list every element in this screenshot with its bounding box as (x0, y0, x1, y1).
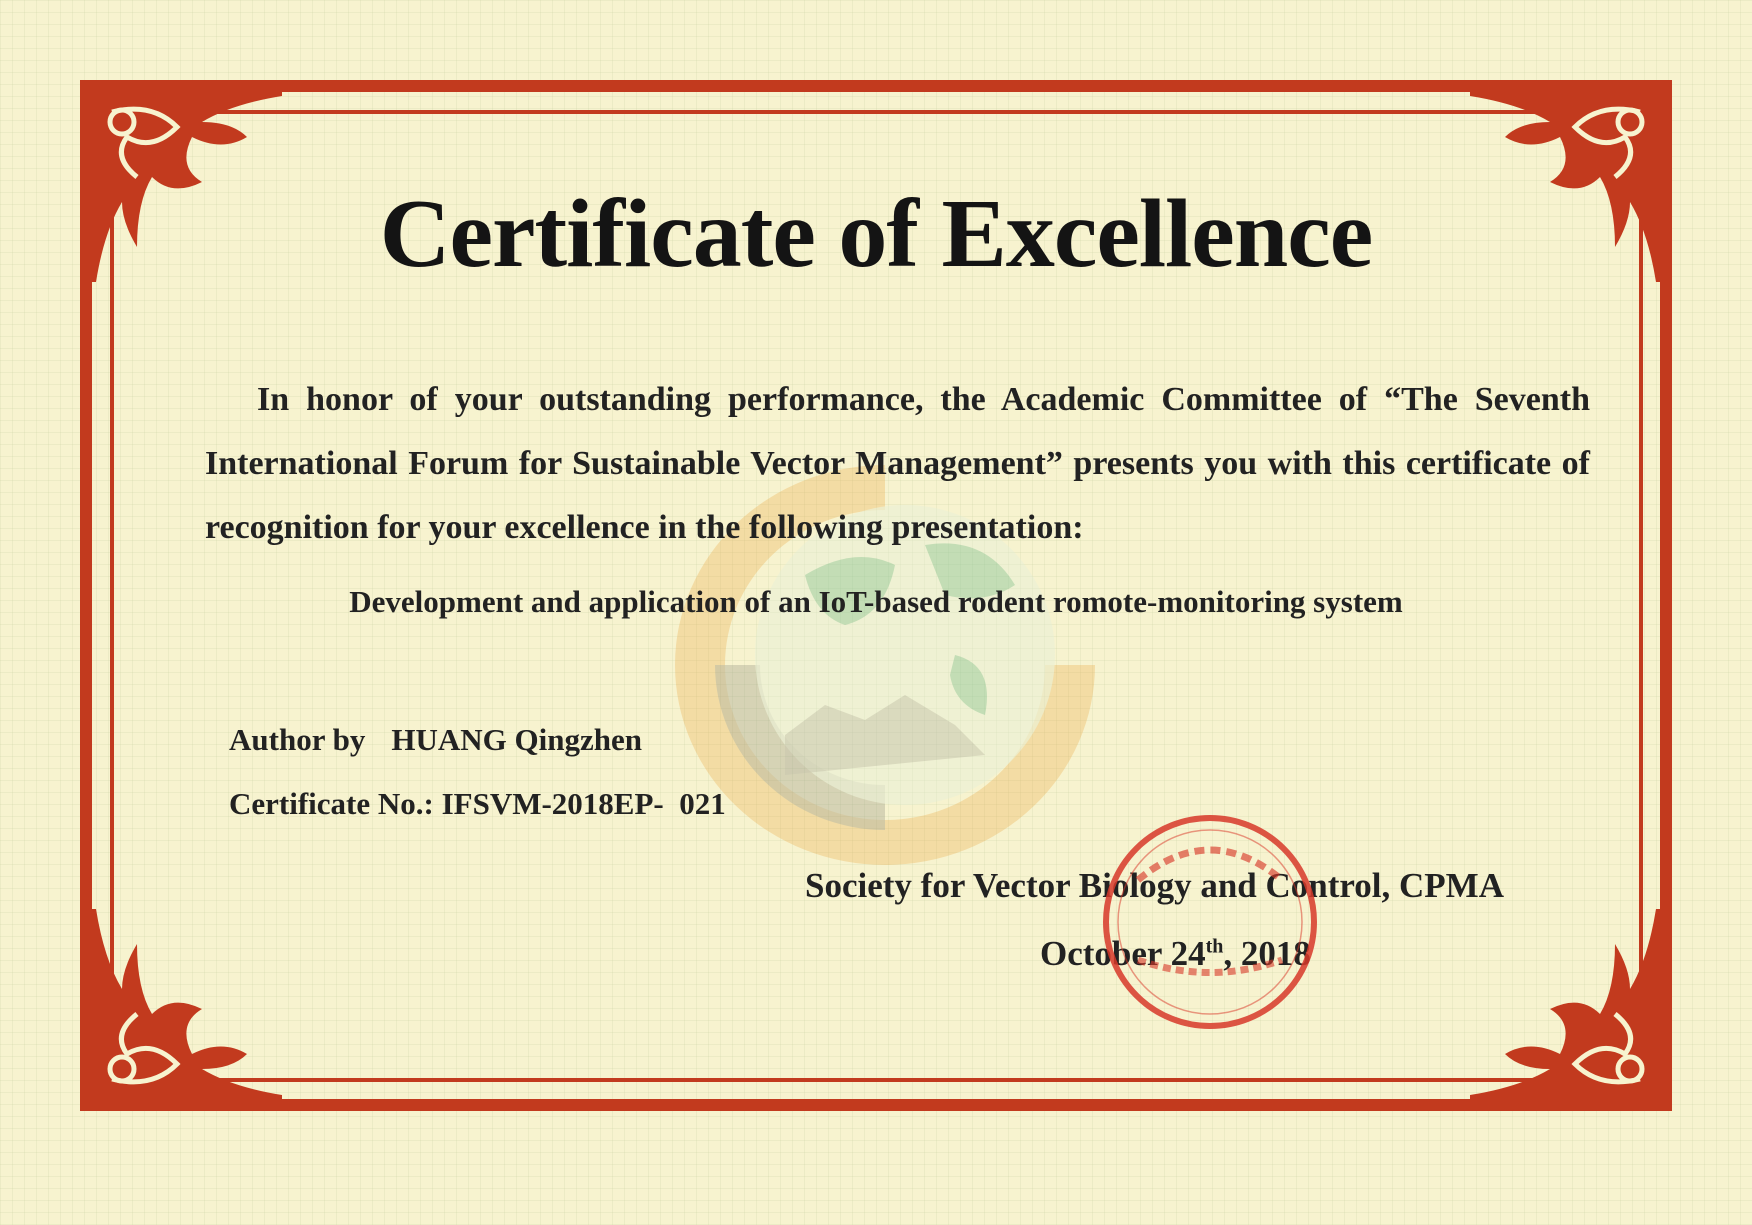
ornament-corner-icon (1470, 909, 1670, 1109)
author-line (229, 722, 642, 758)
issuing-organization: Society for Vector Biology and Control, CPMA (805, 866, 1504, 905)
date-month-day: October 24 (1040, 934, 1206, 973)
official-seal-icon (1098, 810, 1323, 1035)
certificate-body-text: In honor of your outstanding performance, the Academic Committee of “The Seventh International Forum for Sustainable Vector Management” presents you with this certificate of recognition for your excellence in the following presentation: (205, 381, 1590, 546)
certificate-number-label: Certificate No.: (229, 786, 434, 821)
certificate-number-line (229, 786, 726, 822)
author-label: Author by (229, 722, 366, 757)
ornament-corner-icon (82, 909, 282, 1109)
presentation-title: Development and application of an IoT-based rodent romote-monitoring system (349, 584, 1403, 619)
author-name: HUANG Qingzhen (391, 722, 642, 757)
certificate-title: Certificate of Excellence (379, 180, 1373, 288)
date-suffix: th (1205, 935, 1224, 958)
certificate-number-value: IFSVM-2018EP- 021 (441, 786, 726, 821)
date-year: , 2018 (1223, 934, 1311, 973)
